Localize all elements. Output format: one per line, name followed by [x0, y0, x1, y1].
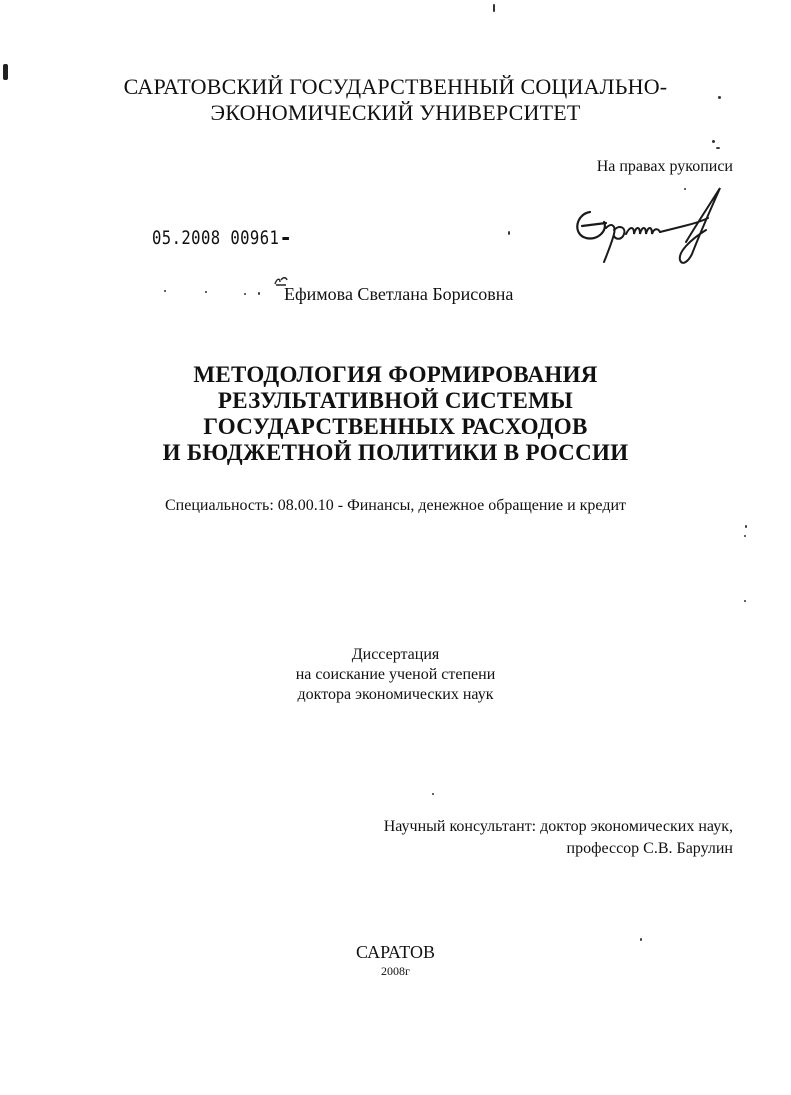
- specialty-line: Специальность: 08.00.10 - Финансы, денежное обращение и кредит: [164, 497, 627, 514]
- city-name: САРАТОВ: [356, 942, 435, 962]
- scan-speck: [640, 938, 642, 941]
- scientific-consultant: [384, 816, 733, 860]
- rights-note: На правах рукописи: [596, 158, 733, 175]
- university-name-line-2: ЭКОНОМИЧЕСКИЙ УНИВЕРСИТЕТ: [210, 100, 581, 125]
- consultant-line-2: профессор С.В. Барулин: [566, 840, 733, 857]
- scan-speck: [712, 140, 715, 143]
- title-line-3: ГОСУДАРСТВЕННЫХ РАСХОДОВ: [203, 414, 588, 439]
- scan-speck: [164, 290, 166, 292]
- scan-speck: [745, 525, 747, 528]
- stamp-dash: [283, 237, 290, 240]
- dissertation-degree-block: [0, 645, 791, 705]
- consultant-line-1: Научный консультант: доктор экономических наук,: [383, 818, 733, 835]
- dissertation-line-2: на соискание ученой степени: [295, 666, 496, 683]
- scan-speck: [744, 535, 746, 537]
- title-line-2: РЕЗУЛЬТАТИВНОЙ СИСТЕМЫ: [217, 388, 574, 413]
- scan-speck: [684, 188, 686, 190]
- title-line-4: И БЮДЖЕТНОЙ ПОЛИТИКИ В РОССИИ: [162, 440, 629, 465]
- dissertation-line-1: Диссертация: [351, 646, 440, 663]
- title-line-1: МЕТОДОЛОГИЯ ФОРМИРОВАНИЯ: [193, 362, 598, 387]
- scan-speck: [744, 600, 746, 602]
- library-stamp-number: [152, 227, 289, 249]
- dissertation-title: [0, 362, 791, 466]
- university-name: [0, 74, 791, 126]
- handwritten-signature: [568, 182, 738, 268]
- year: 2008г: [381, 964, 410, 978]
- stamp-number-text: 05.2008 00961: [152, 227, 280, 249]
- scan-speck: [716, 147, 720, 149]
- scan-speck: [205, 291, 207, 293]
- scan-speck: [508, 231, 510, 235]
- scan-speck: [244, 293, 246, 295]
- scan-speck: [258, 292, 260, 295]
- university-name-line-1: САРАТОВСКИЙ ГОСУДАРСТВЕННЫЙ СОЦИАЛЬНО-: [123, 74, 668, 99]
- author-name: Ефимова Светлана Борисовна: [284, 284, 514, 304]
- scan-speck: [432, 793, 434, 795]
- dissertation-line-3: доктора экономических наук: [297, 686, 494, 703]
- scan-speck: [718, 96, 721, 99]
- scan-speck: [493, 4, 495, 12]
